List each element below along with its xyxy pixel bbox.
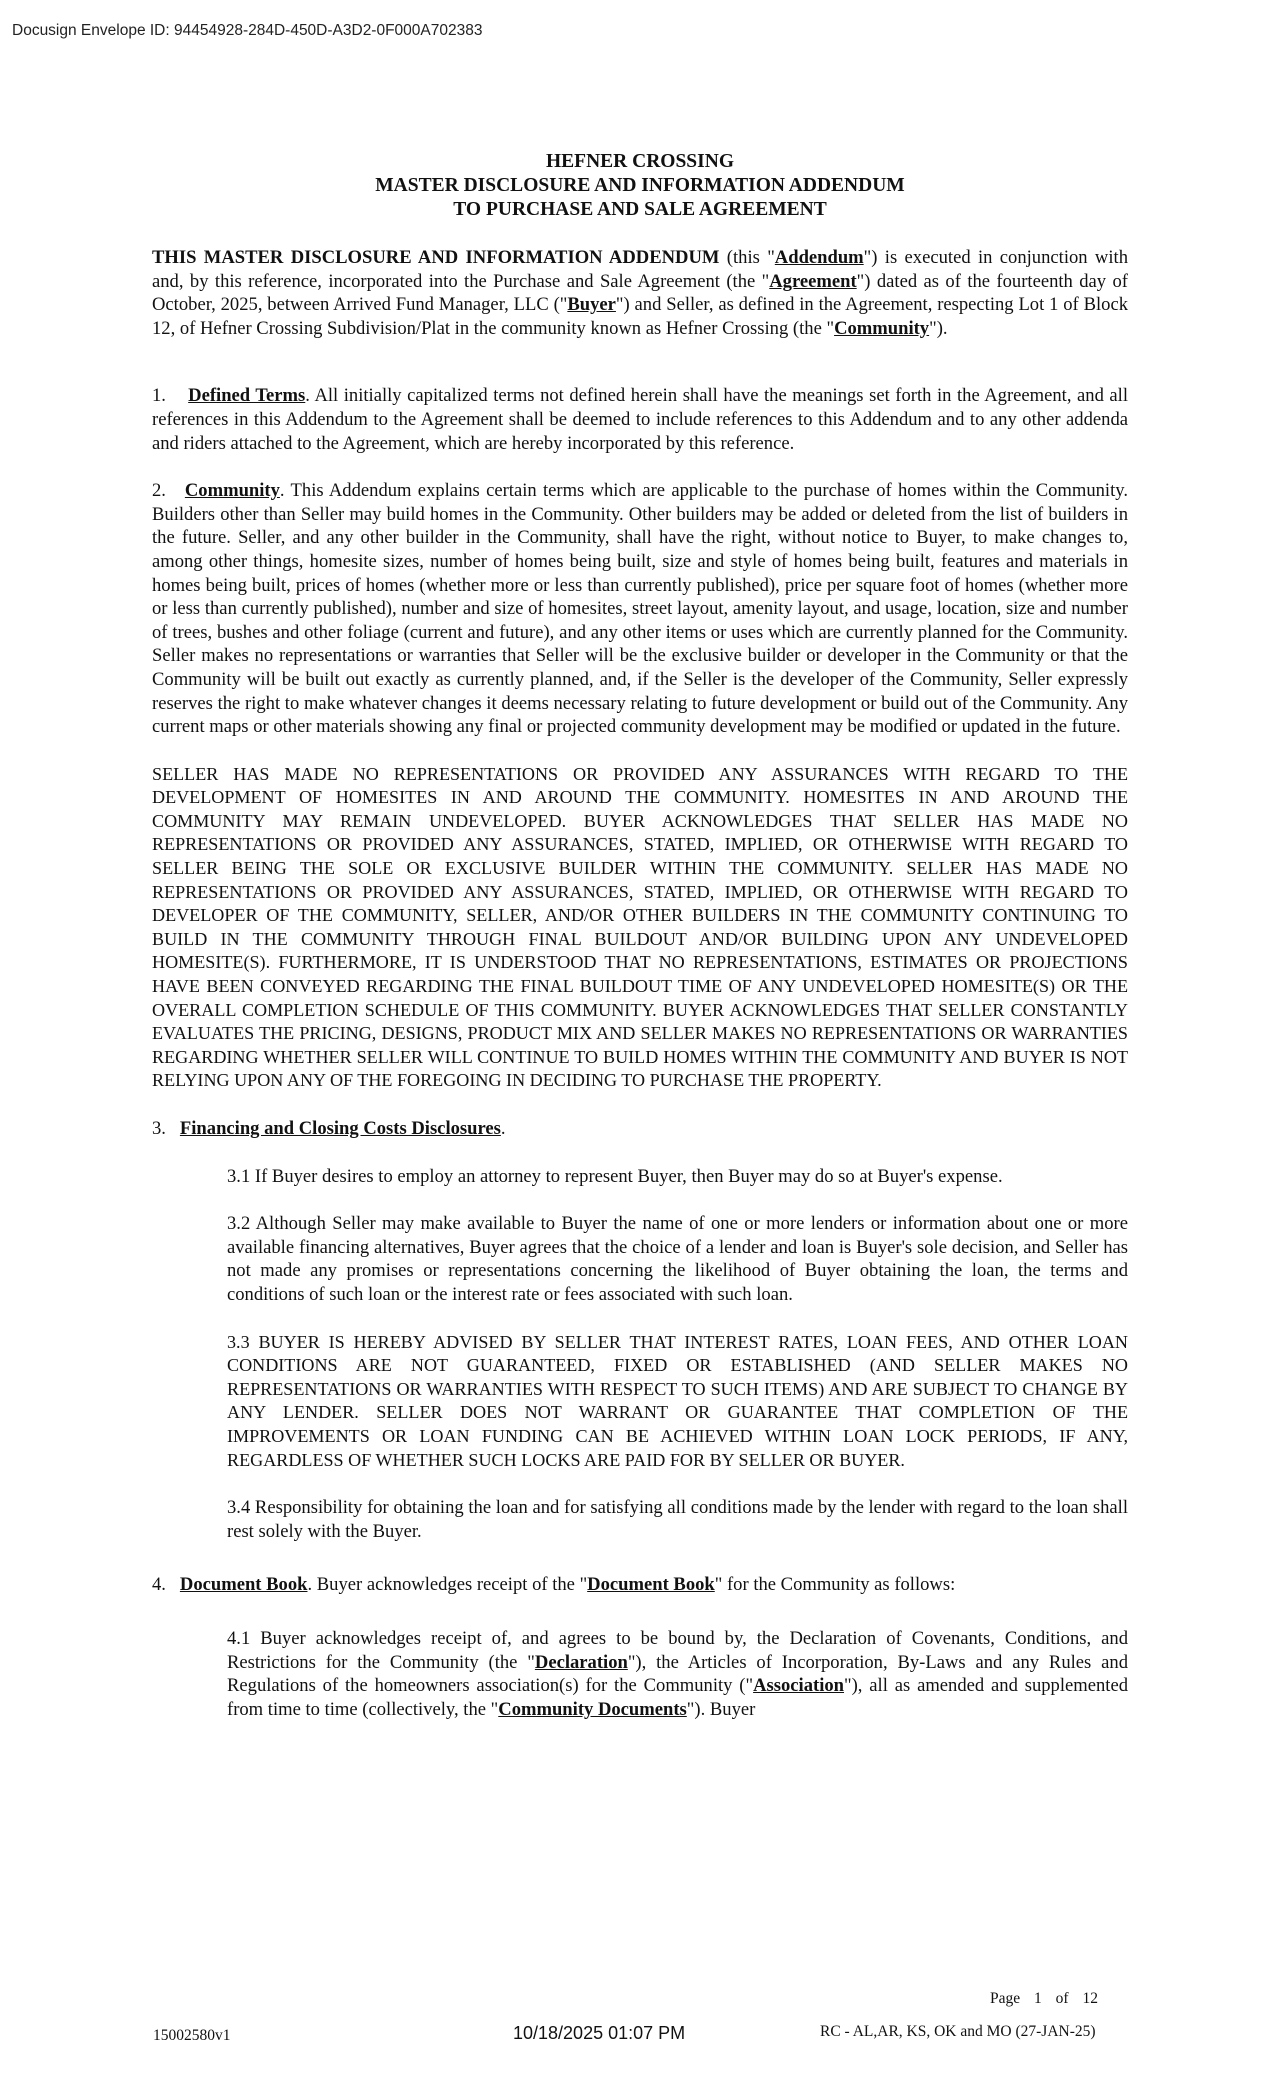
document-id: 15002580v1 — [153, 2027, 231, 2044]
section-3-3: 3.3 BUYER IS HEREBY ADVISED BY SELLER THAT INTEREST RATES, LOAN FEES, AND OTHER LOAN CONDITIONS ARE NOT GUARANTEED, FIXED OR ESTABLISHED (AND SELLER MAKES NO REPRESENTATIONS OR WARRANTIES WITH RESPECT TO SUCH ITEMS) AND ARE SUBJECT TO CHANGE BY ANY LENDER. SELLER DOES NOT WARRANT OR GUARANTEE THAT COMPLETION OF THE IMPROVEMENTS OR LOAN FUNDING CAN BE ACHIEVED WITHIN LOAN LOCK PERIODS, IF ANY, REGARDLESS OF WHETHER SUCH LOCKS ARE PAID FOR BY SELLER OR BUYER. — [227, 1331, 1128, 1470]
section-4-heading: Document Book — [179, 1574, 308, 1596]
section-3-4: 3.4 Responsibility for obtaining the loan and for satisfying all conditions made by the lender with regard to the loan shall rest solely with the Buyer. — [227, 1497, 1128, 1542]
section-number: 1. — [152, 385, 166, 407]
page-number: Page 1 of 12 — [990, 1990, 1098, 2007]
term-association: Association — [753, 1675, 845, 1697]
section-2-disclaimer: SELLER HAS MADE NO REPRESENTATIONS OR PROVIDED ANY ASSURANCES WITH REGARD TO THE DEVELOPMENT OF HOMESITES IN AND AROUND THE COMMUNITY. HOMESITES IN AND AROUND THE COMMUNITY MAY REMAIN UNDEVELOPED. BUYER ACKNOWLEDGES THAT SELLER HAS MADE NO REPRESENTATIONS OR PROVIDED ANY ASSURANCES, STATED, IMPLIED, OR OTHERWISE WITH REGARD TO SELLER BEING THE SOLE OR EXCLUSIVE BUILDER WITHIN THE COMMUNITY. SELLER HAS MADE NO REPRESENTATIONS OR PROVIDED ANY ASSURANCES, STATED, IMPLIED, OR OTHERWISE WITH REGARD TO DEVELOPER OF THE COMMUNITY, SELLER, AND/OR OTHER BUILDERS IN THE COMMUNITY CONTINUING TO BUILD IN THE COMMUNITY THROUGH FINAL BUILDOUT AND/OR BUILDING UPON ANY UNDEVELOPED HOMESITE(S). FURTHERMORE, IT IS UNDERSTOOD THAT NO REPRESENTATIONS, ESTIMATES OR PROJECTIONS HAVE BEEN CONVEYED REGARDING THE FINAL BUILDOUT TIME OF ANY UNDEVELOPED HOMESITE(S) OR THE OVERALL COMPLETION SCHEDULE OF THIS COMMUNITY. BUYER ACKNOWLEDGES THAT SELLER CONSTANTLY EVALUATES THE PRICING, DESIGNS, PRODUCT MIX AND SELLER MAKES NO REPRESENTATIONS OR WARRANTIES REGARDING WHETHER SELLER WILL CONTINUE TO BUILD HOMES WITHIN THE COMMUNITY AND BUYER IS NOT RELYING UPON ANY OF THE FOREGOING IN DECIDING TO PURCHASE THE PROPERTY. — [152, 763, 1128, 1091]
term-community: Community — [834, 317, 930, 339]
section-3-heading: Financing and Closing Costs Disclosures — [179, 1118, 501, 1139]
section-number: 3. — [152, 1118, 166, 1139]
intro-lead: THIS MASTER DISCLOSURE AND INFORMATION ADDENDUM — [152, 247, 720, 268]
term-declaration: Declaration — [534, 1651, 628, 1673]
title-line-3: TO PURCHASE AND SALE AGREEMENT — [453, 199, 827, 220]
title-line-1: HEFNER CROSSING — [546, 151, 734, 172]
document-title — [152, 150, 1128, 222]
envelope-id: Docusign Envelope ID: 94454928-284D-450D-A3D2-0F000A702383 — [12, 22, 483, 39]
section-number: 4. — [152, 1574, 166, 1596]
term-buyer: Buyer — [567, 294, 616, 316]
term-addendum: Addendum — [774, 247, 864, 268]
intro-paragraph: THIS MASTER DISCLOSURE AND INFORMATION ADDENDUM (this "Addendum") is executed in conjunction with and, by this reference, incorporated into the Purchase and Sale Agreement (the "Agreement") dated as of the fourteenth day of October, 2025, between Arrived Fund Manager, LLC ("Buyer") and Seller, as defined in the Agreement, respecting Lot 1 of Block 12, of Hefner Crossing Subdivision/Plat in the community known as Hefner Crossing (the "Community"). — [152, 247, 1128, 339]
form-code: RC - AL,AR, KS, OK and MO (27-JAN-25) — [820, 2023, 1096, 2040]
section-3-1: 3.1 If Buyer desires to employ an attorney to represent Buyer, then Buyer may do so at Buyer's expense. — [227, 1165, 1003, 1187]
signature-timestamp: 10/18/2025 01:07 PM — [513, 2023, 686, 2043]
section-number: 2. — [152, 480, 166, 502]
document-page — [152, 150, 1128, 1745]
section-4-1: 4.1 Buyer acknowledges receipt of, and agrees to be bound by, the Declaration of Covenants, Conditions, and Restrictions for the Community (the "Declaration"), the Articles of Incorporation, By-Laws and any Rules and Regulations of the homeowners association(s) for the Community ("Association"), all as amended and supplemented from time to time (collectively, the "Community Documents"). Buyer — [227, 1627, 1128, 1720]
section-3-2: 3.2 Although Seller may make available to Buyer the name of one or more lenders or information about one or more available financing alternatives, Buyer agrees that the choice of a lender and loan is Buyer's sole decision, and Seller has not made any promises or representations concerning the likelihood of Buyer obtaining the loan, the terms and conditions of such loan or the interest rate or fees associated with such loan. — [227, 1213, 1128, 1305]
title-line-2: MASTER DISCLOSURE AND INFORMATION ADDENDUM — [375, 175, 905, 196]
section-1-heading: Defined Terms — [188, 385, 306, 407]
term-document-book: Document Book — [587, 1574, 715, 1596]
term-community-documents: Community Documents — [498, 1698, 687, 1720]
section-3-heading-line: 3. Financing and Closing Costs Disclosures. — [152, 1118, 506, 1139]
section-2: 2. Community. This Addendum explains certain terms which are applicable to the purchase of homes within the Community. Builders other than Seller may build homes in the Community. Other builders may be added or deleted from the list of builders in the future. Seller, and any other builder in the Community, shall have the right, without notice to Buyer, to make changes to, among other things, homesite sizes, number of homes being built, size and style of homes being built, features and materials in homes being built, prices of homes (whether more or less than currently published), price per square foot of homes (whether more or less than currently published), number and size of homesites, street layout, amenity layout, and usage, location, size and number of trees, bushes and other foliage (current and future), and any other items or uses which are currently planned for the Community. Seller makes no representations or warranties that Seller will be the exclusive builder or developer in the Community or that the Community will be built out exactly as currently planned, and, if the Seller is the developer of the Community, Seller expressly reserves the right to make whatever changes it deems necessary relating to future development or build out of the Community. Any current maps or other materials showing any final or projected community development may be modified or updated in the future. — [152, 480, 1128, 738]
section-2-heading: Community — [184, 480, 280, 502]
section-1: 1. Defined Terms. All initially capitalized terms not defined herein shall have the meanings set forth in the Agreement, and all references in this Addendum to the Agreement shall be deemed to include references to this Addendum and to any other addenda and riders attached to the Agreement, which are hereby incorporated by this reference. — [152, 385, 1129, 454]
term-agreement: Agreement — [769, 270, 857, 292]
section-4-heading-line: 4. Document Book. Buyer acknowledges receipt of the "Document Book" for the Community as follows: — [152, 1574, 956, 1596]
